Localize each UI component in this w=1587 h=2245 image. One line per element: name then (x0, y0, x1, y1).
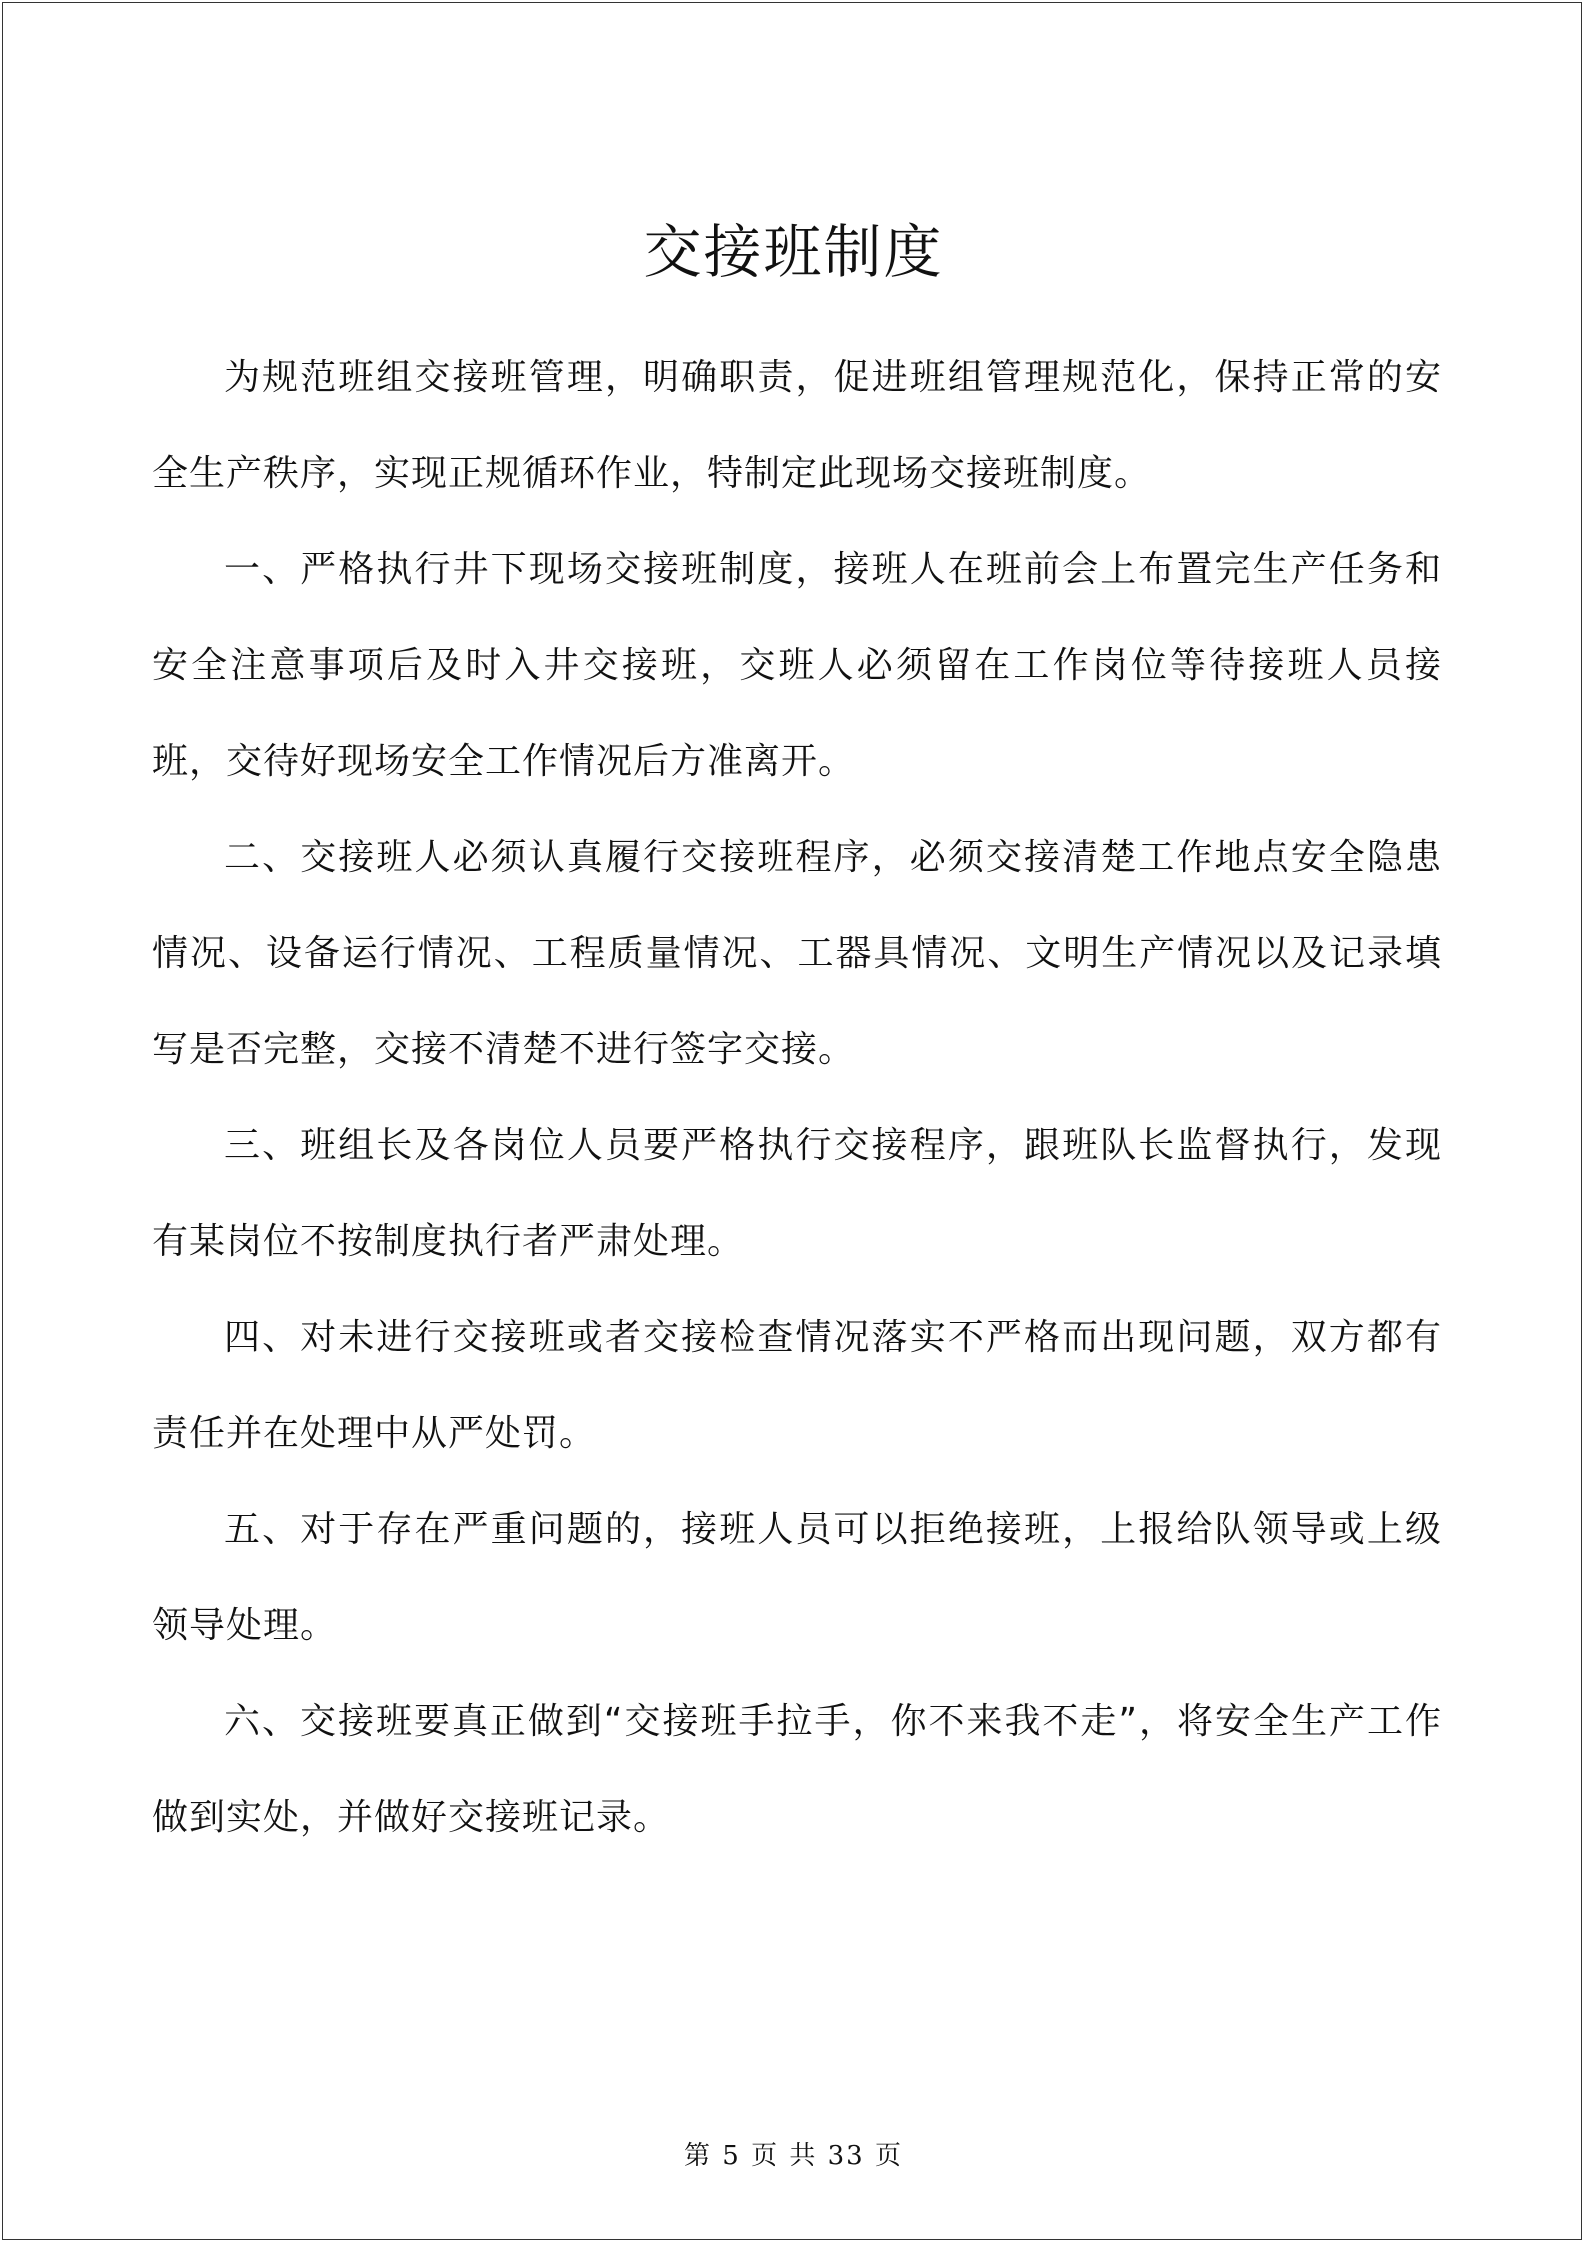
paragraph-rule-2: 二、交接班人必须认真履行交接班程序，必须交接清楚工作地点安全隐患情况、设备运行情况、工程质量情况、工器具情况、文明生产情况以及记录填写是否完整，交接不清楚不进行签字交接。 (152, 837, 1442, 1070)
paragraph-rule-6: 六、交接班要真正做到“交接班手拉手，你不来我不走”，将安全生产工作做到实处，并做好交接班记录。 (152, 1701, 1442, 1838)
paragraph-rule-5: 五、对于存在严重问题的，接班人员可以拒绝接班，上报给队领导或上级领导处理。 (152, 1509, 1442, 1646)
document-body (152, 330, 1442, 1866)
paragraph-rule-1: 一、严格执行井下现场交接班制度，接班人在班前会上布置完生产任务和安全注意事项后及时入井交接班，交班人必须留在工作岗位等待接班人员接班，交待好现场安全工作情况后方准离开。 (152, 549, 1442, 782)
paragraph-rule-3: 三、班组长及各岗位人员要严格执行交接程序，跟班队长监督执行，发现有某岗位不按制度执行者严肃处理。 (152, 1125, 1442, 1262)
paragraph-rule-4: 四、对未进行交接班或者交接检查情况落实不严格而出现问题，双方都有责任并在处理中从严处罚。 (152, 1317, 1442, 1454)
paragraph-intro: 为规范班组交接班管理，明确职责，促进班组管理规范化，保持正常的安全生产秩序，实现正规循环作业，特制定此现场交接班制度。 (152, 357, 1442, 494)
document-title: 交接班制度 (643, 218, 944, 286)
page-number-footer: 第 5 页 共 33 页 (684, 2141, 903, 2171)
